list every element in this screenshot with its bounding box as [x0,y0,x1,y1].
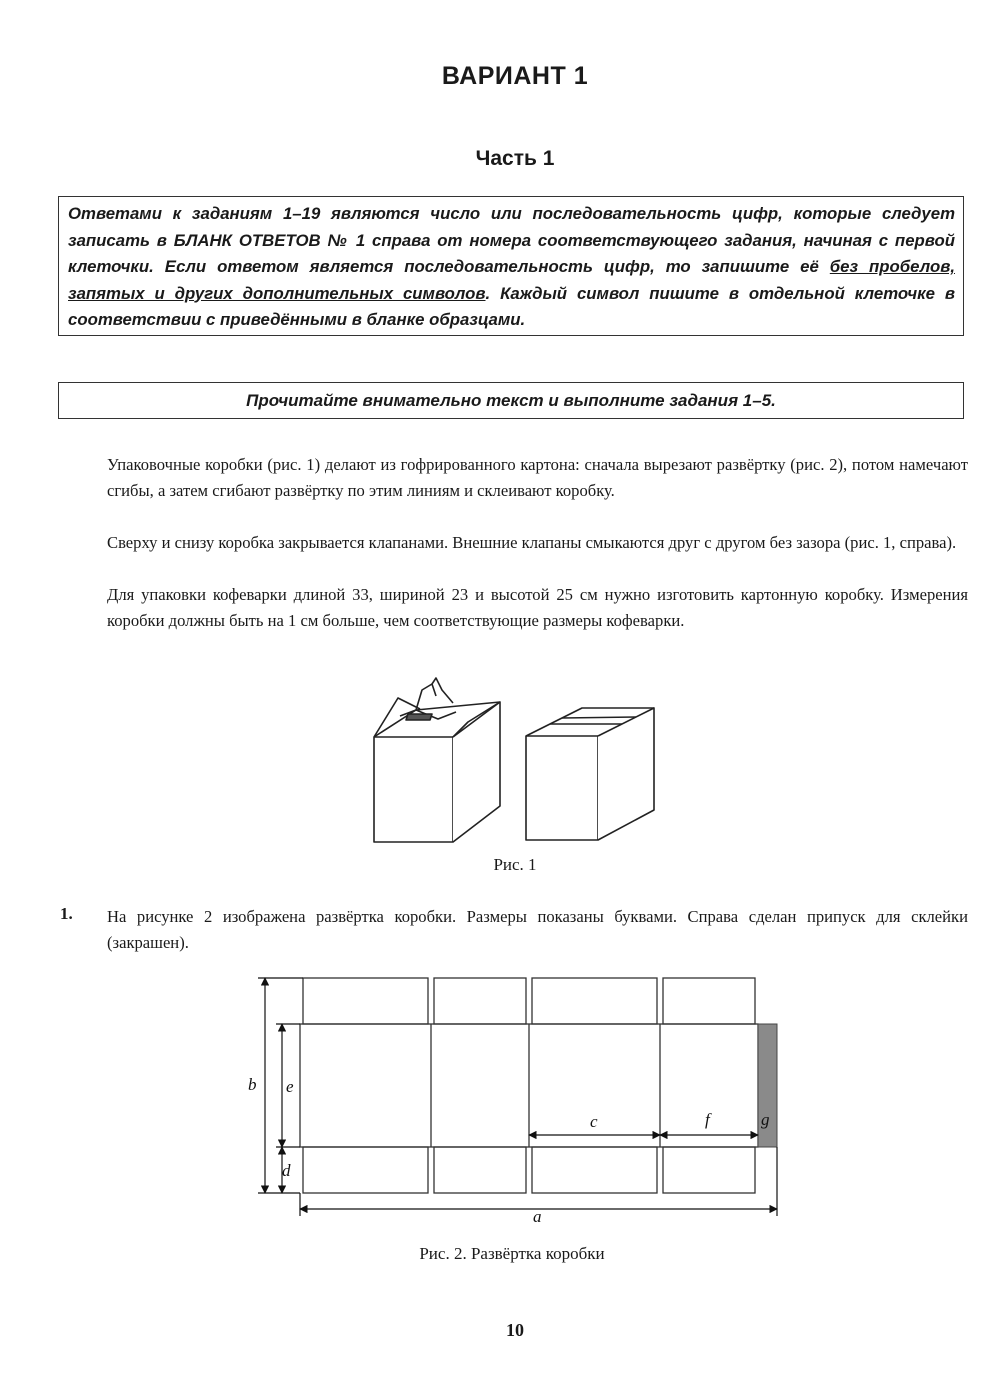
open-box-drawing [374,678,500,842]
label-g: g [761,1110,770,1129]
label-c: c [590,1112,598,1131]
task-1-text: На рисунке 2 изображена развёртка коробки. Размеры показаны буквами. Справа сделан припуск для склейки (закрашен). [107,907,968,952]
instructions-box [58,196,964,336]
part-title: Часть 1 [475,147,555,170]
closed-box-drawing [526,708,654,840]
figure-1-boxes [360,676,670,846]
instructions-text-after: . Каждый символ пишите в отдельной клеточке в соответствии с приведёнными в бланке образцами. [68,283,955,329]
read-prompt: Прочитайте внимательно текст и выполните задания 1–5. [246,391,776,410]
page-number: 10 [506,1320,524,1340]
paragraph-1: Упаковочные коробки (рис. 1) делают из гофрированного картона: сначала вырезают развёртку (рис. 2), потом намечают сгибы, а затем сгибают развёртку по этим линиям и склеивают коробку. [107,455,968,500]
paragraph-3: Для упаковки кофеварки длиной 33, шириной 23 и высотой 25 см нужно изготовить картонную коробку. Измерения коробки должны быть на 1 см больше, чем соответствующие размеры кофеварки. [107,585,968,630]
paragraph-2: Сверху и снизу коробка закрывается клапанами. Внешние клапаны смыкаются друг с другом без зазора (рис. 1, справа). [107,533,957,552]
label-d: d [282,1161,291,1180]
figure-2-caption: Рис. 2. Развёртка коробки [419,1244,605,1263]
read-prompt-box [58,382,964,419]
variant-title: ВАРИАНТ 1 [441,62,589,90]
label-e: e [286,1077,294,1096]
figure-2-net [240,968,800,1230]
instructions-underlined: без пробелов, запятых и других дополнительных символов [68,257,955,303]
figure-1-caption: Рис. 1 [493,855,537,874]
label-b: b [248,1075,257,1094]
label-a: a [533,1207,542,1226]
instructions-text-before: Ответами к заданиям 1–19 являются число или последовательность цифр, которые следует записать в БЛАНК ОТВЕТОВ № 1 справа от номера соответствующего задания, начиная с первой клеточки. Если ответом является последовательность цифр, то запишите её [68,204,955,276]
label-f: f [705,1110,710,1129]
task-1-number: 1. [60,904,73,923]
